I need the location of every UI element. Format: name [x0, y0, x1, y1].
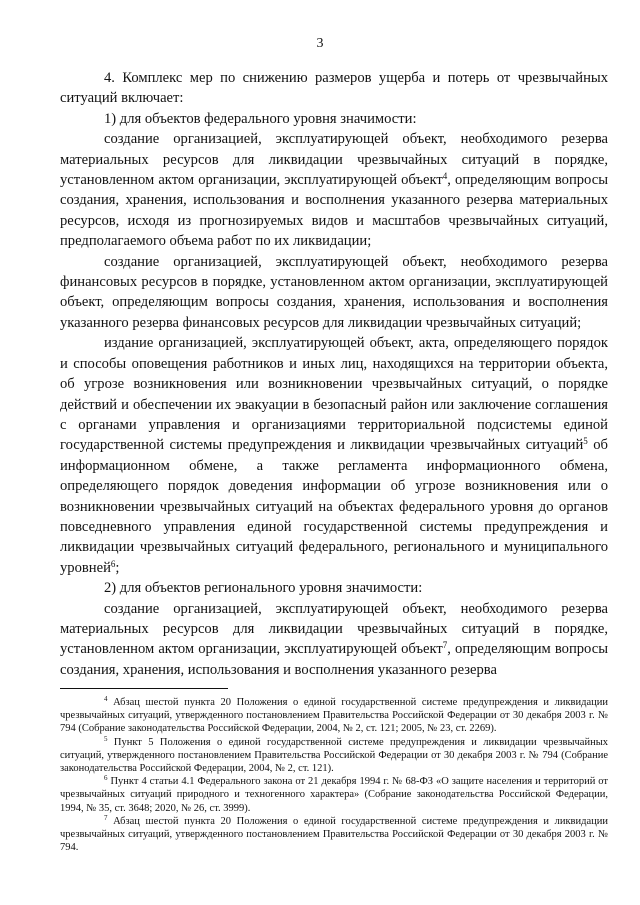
paragraph-material-reserve: создание организацией, эксплуатирующей объект, необходимого резерва материальных ресурсов для ликвидации чрезвычайных ситуаций в порядке, установленном актом организации, эксплуатирующей объект$^4$, определяющим вопросы создания, хранения, использования и восполнения указанного резерва материальных ресурсов, исходя из прогнозируемых видов и масштабов чрезвычайных ситуаций, предполагаемого объема работ по их ликвидации;: [60, 131, 609, 250]
paragraph-regional-heading: 2) для объектов регионального уровня значимости:: [104, 580, 423, 597]
footnote-6: $^6$ Пункт 4 статьи 4.1 Федерального закона от 21 декабря 1994 г. № 68-ФЗ «О защите населения и территорий от чрезвычайных ситуаций природного и техногенного характера» (Собрание законодательства Российской Федерации, 1994, № 35, ст. 3648; 2020, № 26, ст. 3999).: [60, 774, 608, 814]
footnote-4: $^4$ Абзац шестой пункта 20 Положения о единой государственной системе предупреждения и ликвидации чрезвычайных ситуаций, утвержденного постановлением Правительства Российской Федерации от 30 декабря 2003 г. № 794 (Собрание законодательства Российской Федерации, 2004, № 2, ст. 121; 2005, № 23, ст. 2269).: [60, 695, 608, 735]
footnote-ref-5[interactable]: 5: [583, 436, 588, 447]
footnote-ref-4[interactable]: 4: [442, 171, 448, 182]
paragraph-regional-material-reserve: создание организацией, эксплуатирующей объект, необходимого резерва материальных ресурсов для ликвидации чрезвычайных ситуаций в порядке, установленном актом организации, эксплуатирующей объект$^7$, определяющим вопросы создания, хранения, использования и восполнения указанного резерва: [60, 600, 609, 678]
footnote-5: $^5$ Пункт 5 Положения о единой государственной системе предупреждения и ликвидации чрезвычайных ситуаций, утвержденного постановлением Правительства Российской Федерации от 30 декабря 2003 г. № 794 (Собрание законодательства Российской Федерации, 2004, № 2, ст. 121).: [60, 734, 608, 775]
page-number: 3: [316, 36, 324, 51]
paragraph-intro: 4. Комплекс мер по снижению размеров ущерба и потерь от чрезвычайных ситуаций включает:: [60, 70, 608, 107]
footnote-separator: [60, 688, 228, 689]
document-body: [60, 68, 608, 680]
footnote-ref-7[interactable]: 7: [442, 640, 448, 651]
paragraph-financial-reserve: создание организацией, эксплуатирующей объект, необходимого резерва финансовых ресурсов в порядке, установленном актом организации, эксплуатирующей объект, определяющим вопросы создания, хранения, использования и восполнения указанного резерва финансовых ресурсов для ликвидации чрезвычайных ситуаций;: [60, 253, 608, 331]
paragraph-notification-act: издание организацией, эксплуатирующей объект, акта, определяющего порядок и способы оповещения работников и иных лиц, находящихся на территории объекта, об угрозе возникновения или возникновении чрезвычайных ситуаций, о порядке действий и обеспечении их эвакуации в безопасный район или заключение соглашения с органами управления и организациями территориальной подсистемы единой государственной системы предупреждения и ликвидации чрезвычайных ситуаций$^5$ об информационном обмене, а также регламента информационного обмена, определяющего порядок доведения информации об угрозе возникновения или о возникновении чрезвычайных ситуаций на объектах федерального уровня до органов повседневного управления единой государственной системы предупреждения и ликвидации чрезвычайных ситуаций федерального, регионального и муниципального уровней$^6$;: [60, 335, 608, 576]
footnotes: [60, 696, 608, 854]
footnote-ref-6[interactable]: 6: [110, 558, 116, 569]
footnote-7: $^7$ Абзац шестой пункта 20 Положения о единой государственной системе предупреждения и ликвидации чрезвычайных ситуаций, утвержденного постановлением Правительства Российской Федерации от 30 декабря 2003 г. № 794.: [60, 813, 608, 854]
paragraph-federal-heading: 1) для объектов федерального уровня значимости:: [104, 110, 417, 127]
